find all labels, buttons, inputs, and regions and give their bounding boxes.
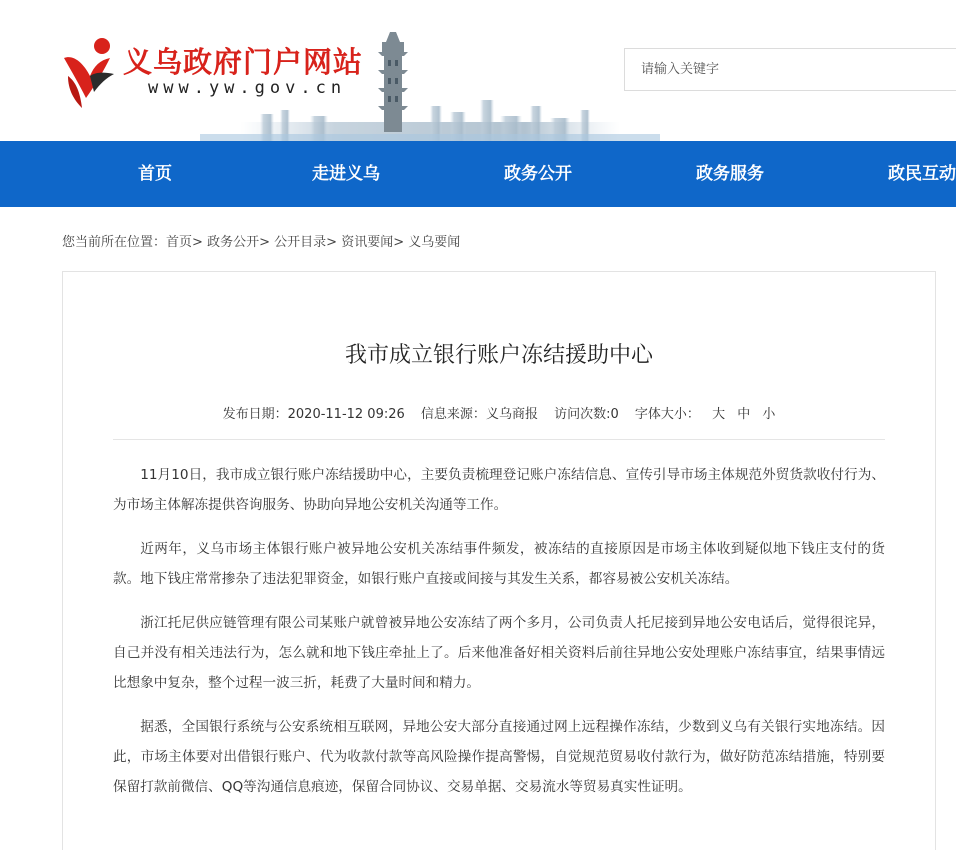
article-title: 我市成立银行账户冻结援助中心 <box>344 343 653 368</box>
article-body <box>113 460 885 816</box>
site-title[interactable]: 义乌政府门户网站 <box>123 45 364 79</box>
breadcrumb-item-catalog[interactable]: 公开目录 <box>274 235 327 250</box>
article-paragraph: 11月10日，我市成立银行账户冻结援助中心，主要负责梳理登记账户冻结信息、宣传引导市场主体规范外贸货款收付行为、为市场主体解冻提供咨询服务、协助向异地公安机关沟通等工作。 <box>113 467 885 513</box>
main-nav <box>0 141 956 207</box>
article-paragraph: 近两年，义乌市场主体银行账户被异地公安机关冻结事件频发，被冻结的直接原因是市场主体收到疑似地下钱庄支付的货款。地下钱庄常常掺杂了违法犯罪资金，如银行账户直接或间接与其发生关系，都容易被公安机关冻结。 <box>113 541 885 587</box>
nav-item-about-yiwu[interactable]: 走进义乌 <box>312 164 380 184</box>
visits-label: 访问次数: <box>554 407 611 422</box>
nav-item-gov-services[interactable]: 政务服务 <box>696 164 764 184</box>
font-size-large-button[interactable]: 大 <box>712 407 726 422</box>
nav-item-interaction[interactable]: 政民互动 <box>888 164 956 184</box>
article-paragraph: 浙江托尼供应链管理有限公司某账户就曾被异地公安冻结了两个多月，公司负责人托尼接到异地公安电话后，觉得很诧异，自己并没有相关违法行为，怎么就和地下钱庄牵扯上了。后来他准备好相关资料后前往异地公安处理账户冻结事宜，结果事情远比想象中复杂，整个过程一波三折，耗费了大量时间和精力。 <box>113 615 885 691</box>
visit-count: 0 <box>610 407 619 422</box>
publish-date-label: 发布日期： <box>222 407 288 422</box>
breadcrumb-item-gov-open[interactable]: 政务公开 <box>207 235 260 250</box>
site-url: www.yw.gov.cn <box>148 78 347 98</box>
nav-item-home[interactable]: 首页 <box>138 164 172 184</box>
breadcrumb <box>62 231 460 250</box>
article-paragraph: 据悉，全国银行系统与公安系统相互联网，异地公安大部分直接通过网上远程操作冻结，少数到义乌有关银行实地冻结。因此，市场主体要对出借银行账户、代为收款付款等高风险操作提高警惕，自觉规范贸易收付款行为，做好防范冻结措施，特别要保留打款前微信、QQ等沟通信息痕迹，保留合同协议、交易单据、交易流水等贸易真实性证明。 <box>113 719 885 795</box>
divider <box>113 439 885 440</box>
nav-item-gov-affairs-open[interactable]: 政务公开 <box>504 164 572 184</box>
breadcrumb-item-yiwu-news[interactable]: 义乌要闻 <box>408 235 461 250</box>
search-input[interactable] <box>625 49 956 90</box>
breadcrumb-separator: > <box>259 235 270 250</box>
source: 义乌商报 <box>485 407 538 422</box>
breadcrumb-separator: > <box>393 235 405 250</box>
yiwu-logo-icon[interactable] <box>60 36 118 120</box>
site-header <box>0 0 956 141</box>
article-meta <box>63 403 935 422</box>
breadcrumb-separator: > <box>326 235 338 250</box>
city-skyline-banner <box>200 30 660 141</box>
breadcrumb-separator: > <box>192 235 203 250</box>
search-box[interactable] <box>624 48 956 91</box>
publish-date: 2020-11-12 09:26 <box>287 407 405 422</box>
breadcrumb-item-news[interactable]: 资讯要闻 <box>341 235 394 250</box>
font-size-label: 字体大小： <box>634 407 700 422</box>
source-label: 信息来源： <box>420 407 486 422</box>
article-container <box>62 271 936 850</box>
breadcrumb-item-home[interactable]: 首页 <box>166 235 193 250</box>
breadcrumb-prefix: 您当前所在位置： <box>62 235 167 250</box>
font-size-medium-button[interactable]: 中 <box>737 407 751 422</box>
font-size-small-button[interactable]: 小 <box>762 407 776 422</box>
